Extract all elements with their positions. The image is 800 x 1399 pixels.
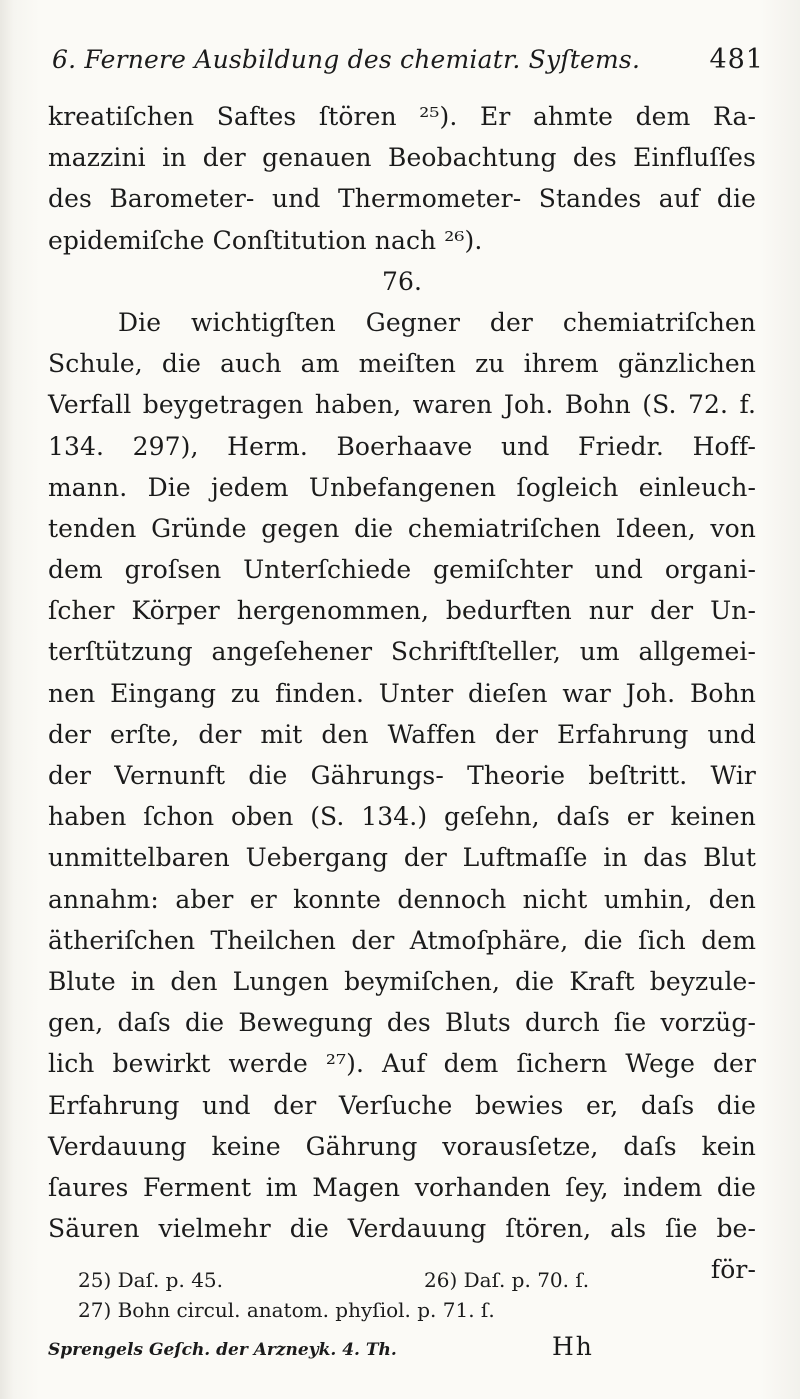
text-line: terſtützung angeſehener Schriftſteller, um allgemei- [48,637,756,667]
text-line: haben ſchon oben (S. 134.) geſehn, daſs er keinen [48,802,756,832]
text-line: des Barometer- und Thermometer- Standes auf die [48,184,756,214]
text-line: lich bewirkt werde ²⁷). Auf dem ſichern Wege der [48,1049,756,1079]
text-line: kreatiſchen Saftes ſtören ²⁵). Er ahmte dem Ra- [48,102,756,131]
footnote-row [78,1265,756,1295]
text-line: mann. Die jedem Unbefangenen ſogleich einleuch- [48,472,756,502]
body-text [48,96,756,1290]
text-line: ſaures Ferment im Magen vorhanden ſey, indem die [48,1172,756,1202]
footnotes [78,1265,756,1325]
text-line: mazzini in der genauen Beobachtung des Einfluſſes [48,143,756,173]
page-number: 481 [709,44,764,75]
text-line: Schule, die auch am meiſten zu ihrem gänzlichen [48,349,756,379]
sheet-mark: Hh [552,1332,594,1361]
text-line: ſcher Körper hergenommen, bedurften nur der Un- [48,596,756,626]
running-title: 6. Fernere Ausbildung des chemiatr. Syſtems. [52,45,641,74]
text-line: nen Eingang zu finden. Unter dieſen war Joh. Bohn [48,678,756,708]
footnote-25: 25) Daſ. p. 45. [78,1268,224,1292]
section-number: 76. [381,266,423,296]
signature-line: Sprengels Geſch. der Arzneyk. 4. Th. [48,1340,397,1360]
footnote-row [78,1295,756,1325]
text-line: ätheriſchen Theilchen der Atmoſphäre, die ſich dem [48,925,756,955]
text-line: unmittelbaren Uebergang der Luftmaſſe in das Blut [48,843,756,873]
text-line: Säuren vielmehr die Verdauung ſtören, als ſie be- [48,1214,756,1244]
text-line: Verfall beygetragen haben, waren Joh. Bohn (S. 72. f. [48,390,756,420]
text-line: Die wichtigſten Gegner der chemiatriſchen [118,307,756,337]
text-line: annahm: aber er konnte dennoch nicht umhin, den [48,884,756,914]
text-line: der erſte, der mit den Waffen der Erfahrung und [48,719,756,749]
footnote-27: 27) Bohn circul. anatom. phyſiol. p. 71. ſ. [78,1298,495,1322]
text-line: Verdauung keine Gährung vorausſetze, daſs kein [48,1131,756,1161]
catchword: för- [710,1255,756,1285]
text-line: Blute in den Lungen beymiſchen, die Kraft beyzule- [48,966,756,996]
text-line: epidemiſche Conſtitution nach ²⁶). [48,225,483,255]
text-line: der Vernunft die Gährungs- Theorie beſtritt. Wir [48,761,756,790]
text-line: 134. 297), Herm. Boerhaave und Friedr. Hoff- [48,431,756,461]
text-line: dem groſsen Unterſchiede gemiſchter und organi- [48,555,756,585]
text-line: gen, daſs die Bewegung des Bluts durch ſie vorzüg- [48,1008,756,1038]
footnote-26: 26) Daſ. p. 70. ſ. [424,1268,590,1292]
text-line: tenden Gründe gegen die chemiatriſchen Ideen, von [48,513,756,543]
running-header [52,44,764,75]
text-line: Erfahrung und der Verſuche bewies er, daſs die [48,1090,756,1120]
page-footer [48,1332,756,1361]
